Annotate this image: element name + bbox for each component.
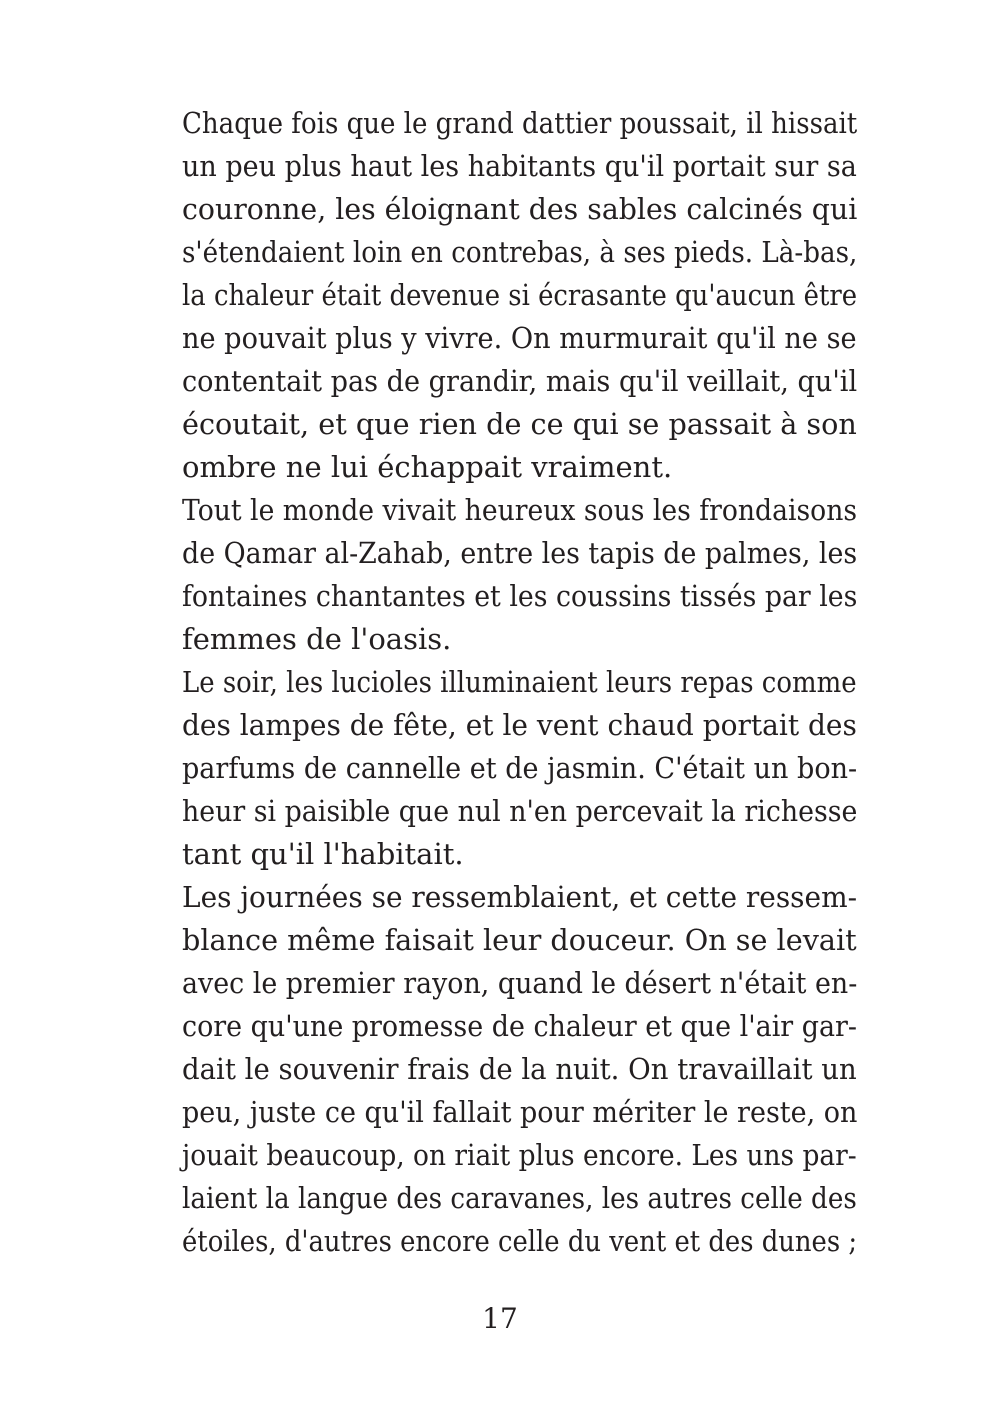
text-line: blance même faisait leur douceur. On se levait xyxy=(182,923,857,957)
body-text xyxy=(182,102,857,1263)
page-number: 17 xyxy=(482,1302,518,1335)
text-line: avec le premier rayon, quand le désert n'était en- xyxy=(182,966,858,1000)
text-line: tant qu'il l'habitait. xyxy=(182,837,464,871)
text-line: parfums de cannelle et de jasmin. C'était un bon- xyxy=(182,751,858,785)
text-line: de Qamar al-Zahab, entre les tapis de palmes, les xyxy=(182,536,858,570)
text-line: fontaines chantantes et les coussins tissés par les xyxy=(182,579,858,613)
text-line: étoiles, d'autres encore celle du vent et des dunes ; xyxy=(182,1224,858,1258)
text-line: core qu'une promesse de chaleur et que l'air gar- xyxy=(182,1009,857,1043)
text-line: contentait pas de grandir, mais qu'il veillait, qu'il xyxy=(182,364,858,398)
text-line: ombre ne lui échappait vraiment. xyxy=(182,450,673,484)
text-line: Chaque fois que le grand dattier poussait, il hissait xyxy=(182,106,858,140)
text-line: couronne, les éloignant des sables calcinés qui xyxy=(182,192,858,226)
text-line: écoutait, et que rien de ce qui se passait à son xyxy=(182,407,857,441)
text-line: un peu plus haut les habitants qu'il portait sur sa xyxy=(182,149,857,183)
text-line: Tout le monde vivait heureux sous les frondaisons xyxy=(182,493,858,527)
text-line: jouait beaucoup, on riait plus encore. Les uns par- xyxy=(182,1138,857,1172)
text-line: heur si paisible que nul n'en percevait la richesse xyxy=(182,794,858,828)
text-line: Le soir, les lucioles illuminaient leurs repas comme xyxy=(182,665,857,699)
text-line: dait le souvenir frais de la nuit. On travaillait un xyxy=(182,1052,857,1086)
text-line: femmes de l'oasis. xyxy=(182,622,452,656)
text-line: peu, juste ce qu'il fallait pour mériter le reste, on xyxy=(182,1095,858,1129)
text-line: Les journées se ressemblaient, et cette ressem- xyxy=(182,880,858,914)
text-line: ne pouvait plus y vivre. On murmurait qu'il ne se xyxy=(182,321,857,355)
text-line: des lampes de fête, et le vent chaud portait des xyxy=(182,708,857,742)
text-line: s'étendaient loin en contrebas, à ses pieds. Là-bas, xyxy=(182,235,858,269)
text-line: la chaleur était devenue si écrasante qu'aucun être xyxy=(182,278,858,312)
text-line: laient la langue des caravanes, les autres celle des xyxy=(182,1181,857,1215)
